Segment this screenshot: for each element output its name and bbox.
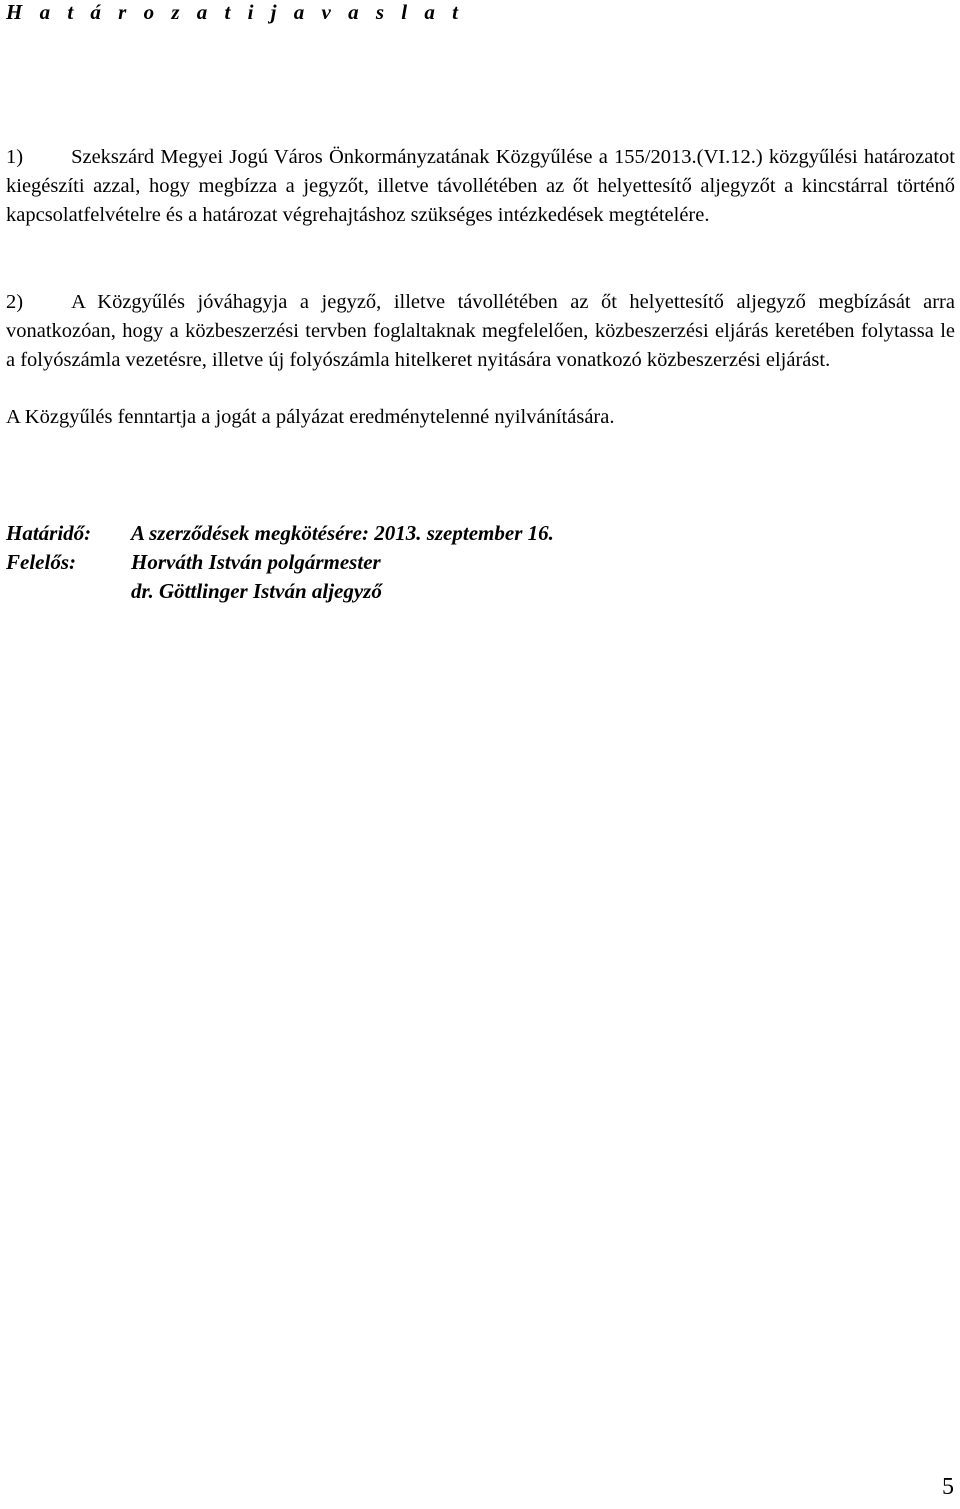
responsible-person-2: dr. Göttlinger István aljegyző	[131, 579, 382, 603]
responsible-spacer	[6, 577, 131, 606]
resolution-point-2	[6, 288, 955, 375]
page-number: 5	[942, 1474, 954, 1500]
point-1-number: 1)	[6, 146, 24, 168]
point-2-number: 2)	[6, 291, 24, 313]
resolution-note: A Közgyűlés fenntartja a jogát a pályázat eredménytelenné nyilvánítására.	[6, 406, 615, 428]
responsible-row	[6, 548, 554, 577]
responsible-row-2	[6, 577, 554, 606]
resolution-point-1	[6, 143, 955, 230]
responsible-label: Felelős:	[6, 550, 76, 574]
deadline-value: A szerződések megkötésére: 2013. szeptember 16.	[131, 521, 554, 545]
document-heading: H a t á r o z a t i j a v a s l a t	[6, 0, 464, 24]
deadline-block	[6, 519, 554, 606]
deadline-label: Határidő:	[6, 521, 92, 545]
point-1-text: Szekszárd Megyei Jogú Város Önkormányzatának Közgyűlése a 155/2013.(VI.12.) közgyűlési határozatot kiegészíti azzal, hogy megbízza a jegyzőt, illetve távollétében az őt helyettesítő aljegyzőt a kincstárral történő kapcsolatfelvételre és a határozat végrehajtáshoz szükséges intézkedések megtételére.	[6, 146, 955, 226]
responsible-person-1: Horváth István polgármester	[131, 550, 381, 574]
point-2-text: A Közgyűlés jóváhagyja a jegyző, illetve távollétében az őt helyettesítő aljegyző megbízását arra vonatkozóan, hogy a közbeszerzési tervben foglaltaknak megfelelően, közbeszerzési eljárás keretében folytassa le a folyószámla vezetésre, illetve új folyószámla hitelkeret nyitására vonatkozó közbeszerzési eljárást.	[6, 291, 955, 371]
deadline-row	[6, 519, 554, 548]
